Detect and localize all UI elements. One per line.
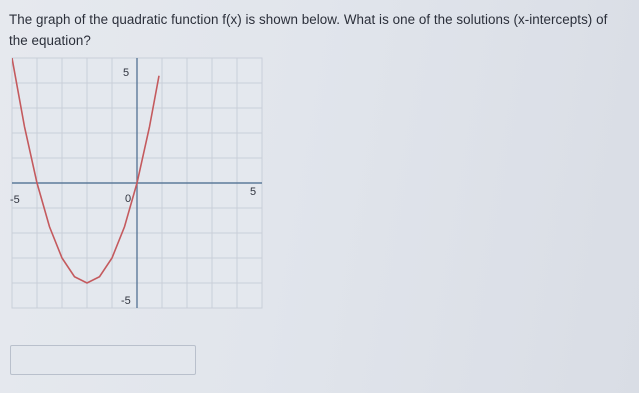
tick-label-y-max: 5: [123, 67, 130, 79]
tick-label-y-min: -5: [121, 295, 131, 307]
tick-label-x-min: -5: [10, 194, 20, 206]
tick-label-x-max: 5: [250, 186, 257, 198]
question-text: The graph of the quadratic function f(x) is shown below. What is one of the solutions (x-intercepts) of the equation?: [9, 12, 608, 48]
answer-input[interactable]: [10, 345, 196, 375]
tick-label-origin: 0: [125, 193, 132, 205]
